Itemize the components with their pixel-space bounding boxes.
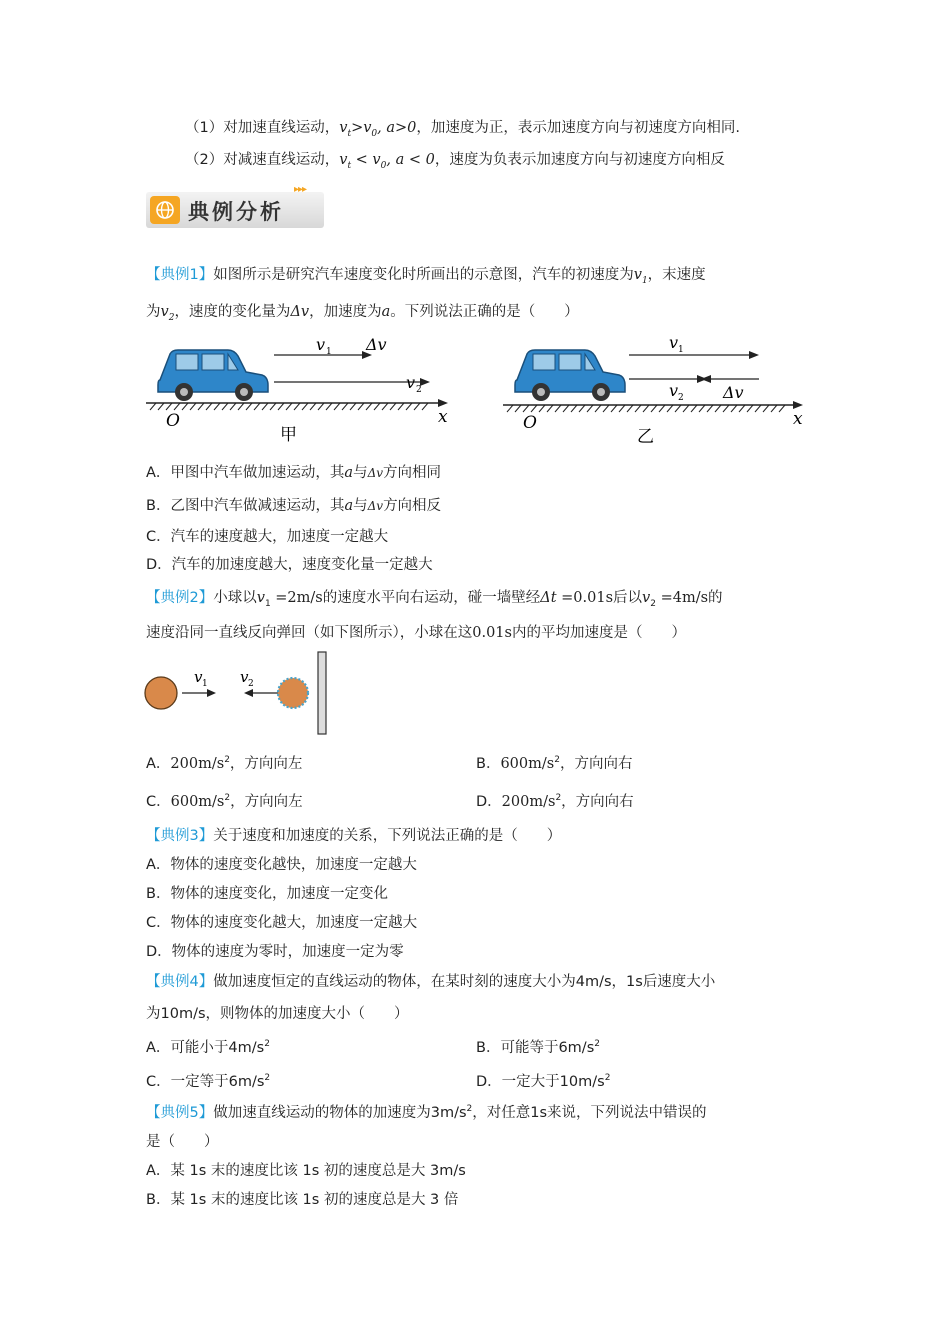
- ex1-option-d: D．汽车的加速度越大，速度变化量一定越大: [146, 557, 433, 573]
- ex4-option-d: D．一定大于$10m/s^2$: [476, 1073, 611, 1090]
- label-origin: O: [523, 413, 537, 433]
- ex1-line-2: 为$v_2$，速度的变化量为Δv，加速度为a。下列说法正确的是（ ）: [146, 304, 579, 323]
- ex4-option-a: A．可能小于$4m/s^2$: [146, 1039, 270, 1056]
- ex2-option-a: A．$200m/s^2$，方向向左: [146, 755, 303, 772]
- banner-title: 典例分析: [188, 200, 284, 224]
- section-banner: [146, 184, 326, 230]
- figure-yi: [497, 330, 817, 450]
- ex4-line-2: 为10m/s，则物体的加速度大小（ ）: [146, 1006, 409, 1022]
- ex5-option-a: A．某 1s 末的速度比该 1s 初的速度总是大 3m/s: [146, 1163, 466, 1179]
- wall: [318, 652, 326, 734]
- label-v1: v: [316, 335, 326, 354]
- ex3-option-d: D．物体的速度为零时，加速度一定为零: [146, 944, 404, 960]
- label-v2-sub: 2: [678, 393, 684, 403]
- car-icon: [158, 350, 268, 401]
- ex3-option-b: B．物体的速度变化，加速度一定变化: [146, 886, 388, 902]
- label-dv: Δv: [723, 383, 744, 402]
- ex5-line-2: 是（ ）: [146, 1134, 219, 1150]
- ex3-stem: 【典例3】关于速度和加速度的关系，下列说法正确的是（ ）: [146, 828, 562, 844]
- label-v1-sub: 1: [326, 347, 332, 357]
- ex2-option-b: B．$600m/s^2$，方向向右: [476, 755, 633, 772]
- label-axis: x: [793, 409, 803, 429]
- ex2-line-2: 速度沿同一直线反向弹回（如下图所示），小球在这0.01s内的平均加速度是（ ）: [146, 625, 686, 641]
- ex3-option-c: C．物体的速度变化越大，加速度一定越大: [146, 915, 418, 931]
- ex2-line-1: 【典例2】小球以$v_1 =2m/s$的速度水平向右运动，碰一墙壁经Δt =0.01s后以$v_2 =4m/s$的: [146, 590, 723, 609]
- ex4-line-1: 【典例4】做加速度恒定的直线运动的物体，在某时刻的速度大小为4m/s，1s后速度大小: [146, 974, 716, 990]
- intro-line-2: （2）对减速直线运动，$v_t < v_0$, a < 0，速度为负表示加速度方向与初速度方向相反: [185, 152, 725, 171]
- ex1-option-b: B．乙图中汽车做减速运动，其a与Δv方向相反: [146, 498, 442, 514]
- ex5-line-1: 【典例5】做加速直线运动的物体的加速度为$3m/s^2$，对任意1s来说，下列说法中错误的: [146, 1104, 707, 1121]
- figure-caption: 乙: [637, 427, 654, 447]
- ex3-option-a: A．物体的速度变化越快，加速度一定越大: [146, 857, 417, 873]
- figure-caption: 甲: [280, 425, 297, 445]
- ex2-option-d: D．$200m/s^2$，方向向右: [476, 793, 634, 810]
- globe-icon: [150, 196, 180, 224]
- label-v1: v: [669, 333, 679, 352]
- ball-icon: [278, 678, 308, 708]
- ex5-option-b: B．某 1s 末的速度比该 1s 初的速度总是大 3 倍: [146, 1192, 459, 1208]
- label-v2: v: [406, 373, 416, 392]
- ball-icon: [145, 677, 177, 709]
- label-v2-sub: 2: [416, 385, 422, 395]
- label-v1: v: [194, 668, 203, 686]
- label-v1-sub: 1: [202, 679, 208, 689]
- label-v1-sub: 1: [678, 345, 684, 355]
- label-v2: v: [669, 381, 679, 400]
- ex1-option-c: C．汽车的速度越大，加速度一定越大: [146, 529, 389, 545]
- figure-ball: [140, 648, 340, 738]
- car-icon: [515, 350, 625, 401]
- label-origin: O: [166, 411, 180, 431]
- ex4-option-b: B．可能等于$6m/s^2$: [476, 1039, 600, 1056]
- ex4-option-c: C．一定等于$6m/s^2$: [146, 1073, 271, 1090]
- banner-decoration: ▸▸▸: [294, 184, 307, 195]
- ex1-option-a: A．甲图中汽车做加速运动，其a与Δv方向相同: [146, 465, 442, 481]
- ex2-option-c: C．$600m/s^2$，方向向左: [146, 793, 303, 810]
- label-dv: Δv: [366, 335, 387, 354]
- intro-line-1: （1）对加速直线运动，$v_t>v_0$, a>0，加速度为正，表示加速度方向与初速度方向相同.: [185, 120, 740, 139]
- ex1-line-1: 【典例1】如图所示是研究汽车速度变化时所画出的示意图，汽车的初速度为$v_1$，末速度: [146, 267, 706, 286]
- label-axis: x: [438, 407, 448, 427]
- figure-jia: [140, 330, 470, 450]
- label-v2-sub: 2: [248, 679, 254, 689]
- label-v2: v: [240, 668, 249, 686]
